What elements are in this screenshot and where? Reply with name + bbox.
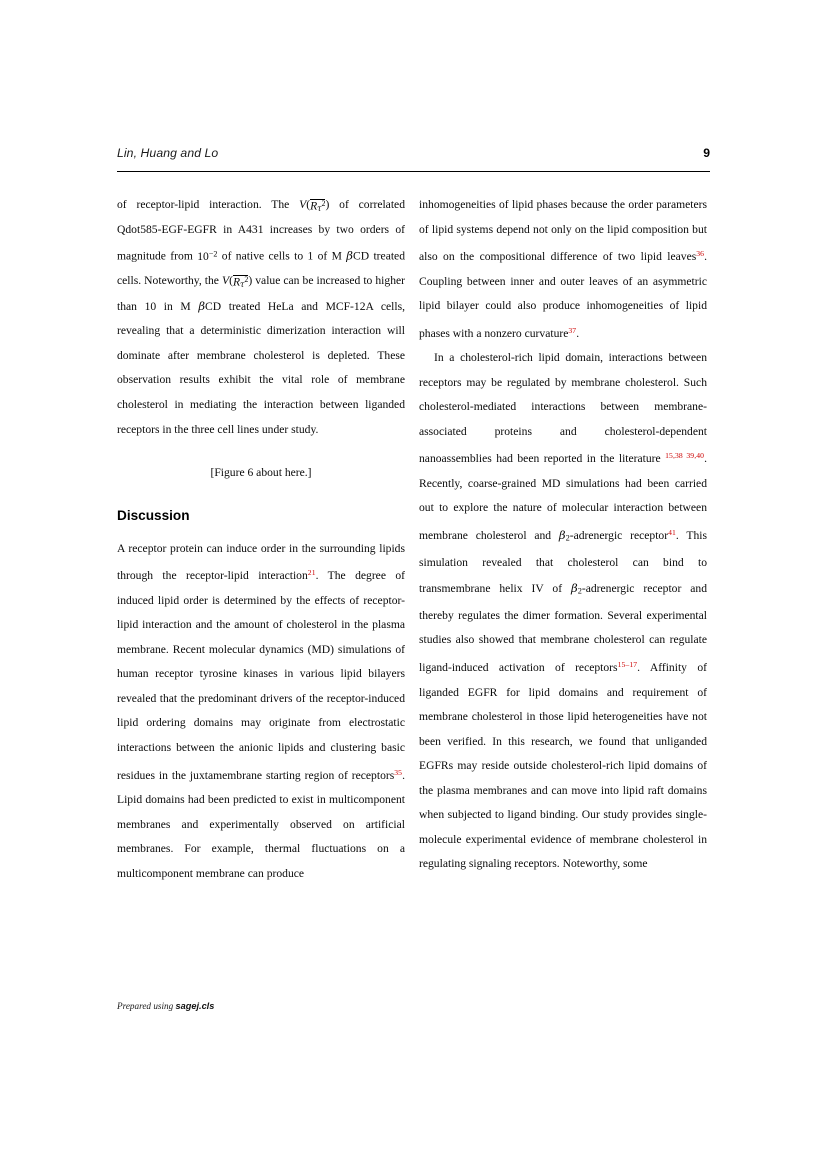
math-V: V [299,198,307,211]
text-seg: . [576,326,580,340]
math-sub-tau: τ [317,203,322,213]
text-seg: -adrenergic receptor and thereby regulates the dimer formation. Several experimental studies also showed that membrane cholesterol can regulate ligand-induced activation of receptors [419,581,707,674]
page-number: 9 [703,146,710,160]
greek-beta-1: β [346,248,353,263]
citation-ref-41[interactable]: 41 [668,528,676,538]
page-header [117,146,710,166]
math-sup-2: 2 [321,198,326,208]
text-seg: In a cholesterol-rich lipid domain, interactions between receptors may be regulated by membrane cholesterol. Such cholesterol-mediated interactions between membrane-associated proteins and cholesterol-dependent nanoassemblies had been reported in the literature [419,351,707,466]
math-paren-open: ( [229,274,233,288]
paragraph-continued-left [117,193,405,442]
citation-ref-36[interactable]: 36 [696,249,705,259]
paragraph-continued-right [419,193,707,346]
beta-subscript-2b: 2 [577,586,582,596]
text-seg: CD treated HeLa and MCF-12A cells, revealing that a deterministic dimerization interaction will dominate after membrane cholesterol is depleted. These observation results exhibit the vital role of membrane cholesterol in mediating the interaction between liganded receptors in the three cell lines under study. [117,299,405,436]
greek-beta-2: β [198,298,206,313]
paragraph-cholesterol-rich [419,346,707,877]
math-overline-group [310,199,325,213]
text-seg: . Coupling between inner and outer leaves of an asymmetric lipid bilayer could also produce inhomogeneities of lipid phases with a nonzero curvature [419,250,707,340]
text-seg: . Affinity of liganded EGFR for lipid domains and requirement of membrane cholesterol in those lipid heterogeneities have not been verified. In this research, we found that unliganded EGFRs may reside outside cholesterol-rich lipid domains of the plasma membranes and can move into lipid raft domains when subjected to ligand binding. Our study provides single-molecule experimental evidence of membrane cholesterol in regulating signaling receptors. Noteworthy, some [419,661,708,871]
running-title: Lin, Huang and Lo [117,146,219,160]
text-seg: . Lipid domains had been predicted to exist in multicomponent membranes and experimentally observed on artificial membranes. For example, thermal fluctuations on a multicomponent membrane can produce [117,768,405,880]
footer-class-file: sagej.cls [175,1001,215,1011]
citation-ref-15-38-39-40[interactable]: 15,38 39,40 [665,451,705,461]
page-footer [117,1001,214,1011]
math-sup-2: 2 [244,274,249,284]
math-paren-close: ) [248,274,253,288]
text-seg: CD treated cells. Noteworthy, the [117,249,405,288]
math-paren-close: ) [325,198,330,211]
paragraph-discussion-1 [117,537,405,887]
spacer [117,486,405,507]
text-seg: A receptor protein can induce order in the surrounding lipids through the receptor-lipid interaction [117,541,405,583]
text-seg: . Recently, coarse-grained MD simulations had been carried out to explore the nature of molecular interaction between membrane cholesterol and [419,452,707,542]
citation-ref-15-17[interactable]: 15–17 [617,660,638,670]
citation-ref-37[interactable]: 37 [568,325,577,335]
text-seg: of native cells to 1 of M [217,249,347,263]
footer-prefix: Prepared using [117,1001,176,1011]
math-R: R [232,275,241,289]
text-seg: . The degree of induced lipid order is determined by the effects of receptor-lipid interaction and the amount of cholesterol in the plasma membrane. Recent molecular dynamics (MD) simulations of human receptor tyrosine kinases in various lipid bilayers revealed that the predominant drivers of the receptor-induced lipid ordering domains may originate from electrostatic interactions between the anionic lipids and clustering basic residues in the juxtamembrane starting region of receptors [117,569,405,782]
text-seg: . This simulation revealed that cholesterol can bind to transmembrane helix IV of [419,528,707,595]
text-seg: of receptor-lipid interaction. The [117,198,300,211]
text-seg: inhomogeneities of lipid phases because the order parameters of lipid systems depend not only on the lipid composition but also on the compositional difference of two lipid leaves [419,198,707,264]
math-paren-open: ( [306,198,311,211]
math-V: V [221,274,230,288]
citation-ref-21[interactable]: 21 [307,568,316,578]
column-right [419,193,707,877]
math-base: 10 [197,249,209,263]
text-seg: value can be increased to higher than 10 in M [117,274,406,313]
header-rule [117,171,710,172]
math-variance-rtau-1 [299,198,329,211]
math-overline-group [233,275,248,289]
section-heading-discussion: Discussion [117,507,190,523]
citation-ref-35[interactable]: 35 [394,767,403,777]
spacer [117,525,405,537]
text-seg: -adrenergic receptor [569,528,669,542]
spacer [117,442,405,461]
math-R: R [310,199,318,212]
math-variance-rtau-2 [221,274,253,290]
greek-beta-3: β [558,527,566,542]
figure-placement-note: [Figure 6 about here.] [210,466,312,480]
math-power-ten-1 [197,250,217,263]
math-exponent: −2 [208,249,218,259]
text-seg: of correlated Qdot585-EGF-EGFR in A431 increases by two orders of magnitude from [117,198,405,263]
math-sub-tau: τ [240,280,245,290]
greek-beta-4: β [571,580,578,595]
column-left [117,193,405,886]
beta-subscript-2: 2 [565,533,570,543]
